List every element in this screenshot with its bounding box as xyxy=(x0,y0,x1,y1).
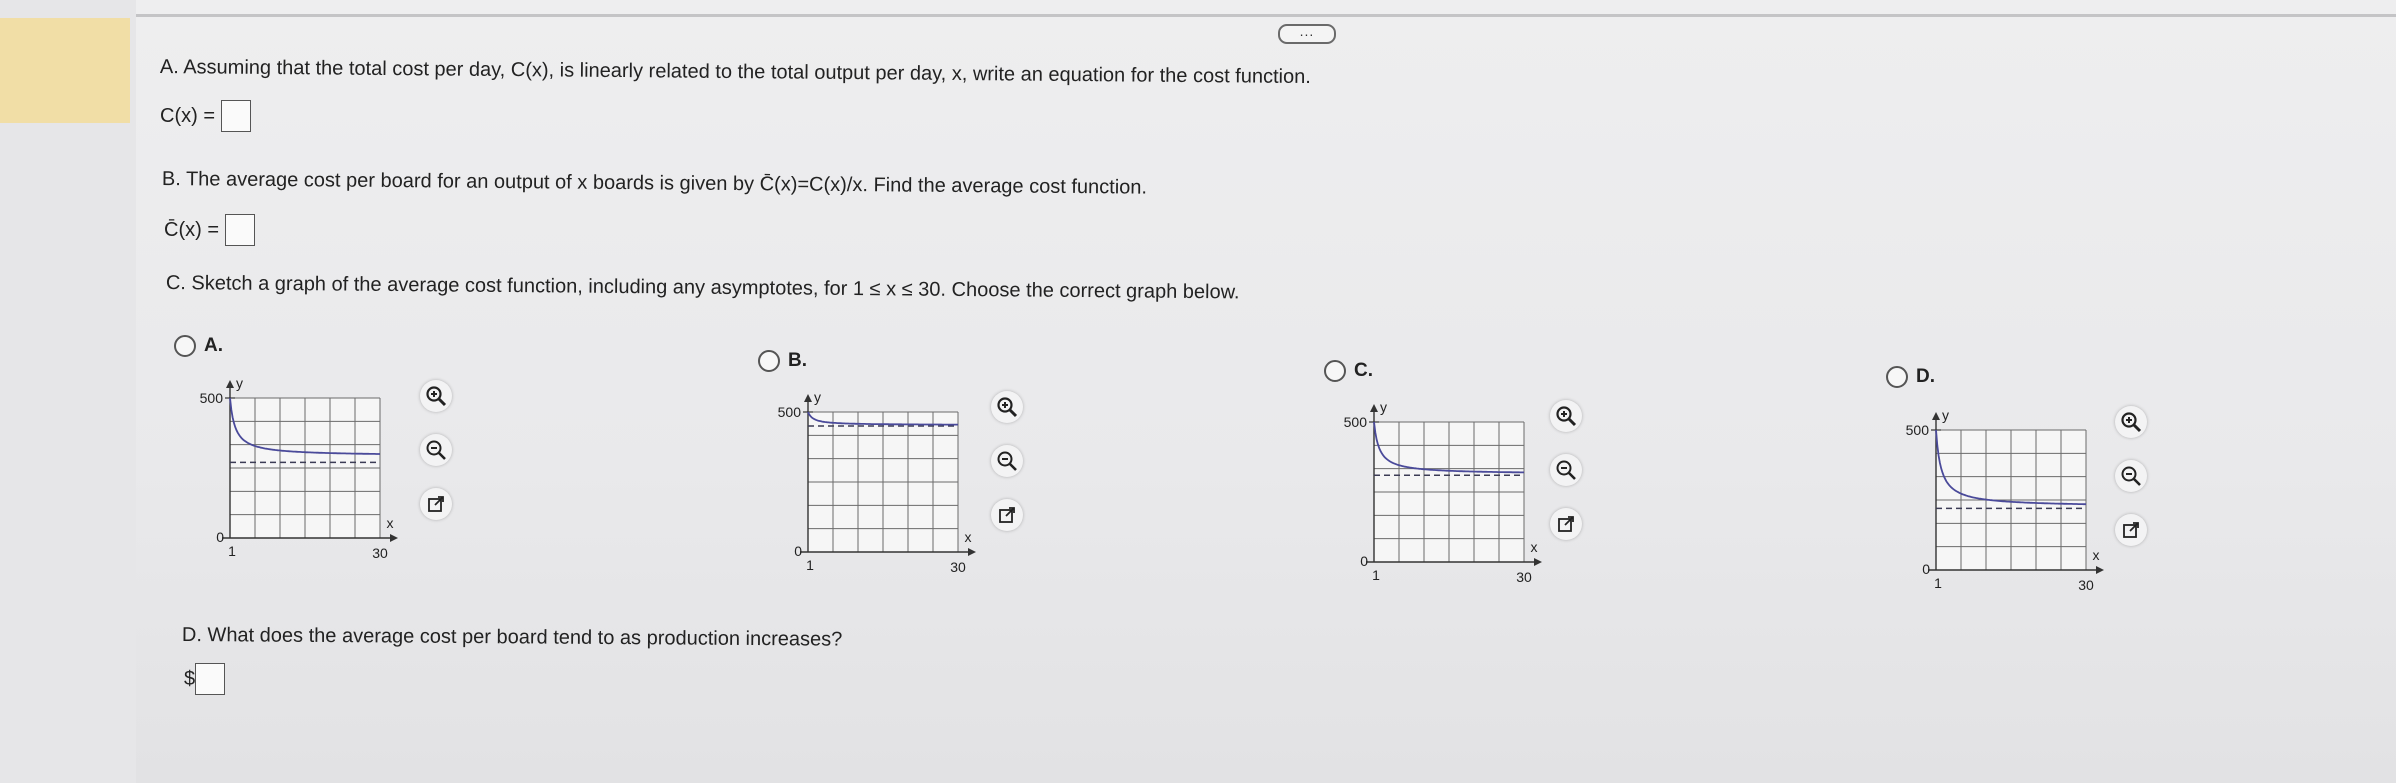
part-a-question: A. Assuming that the total cost per day, C(x), is linearly related to the total output per day, x, write an equation for the cost function. xyxy=(159,56,1311,89)
y-tick-label-max: 500 xyxy=(199,390,223,406)
y-axis-arrow xyxy=(226,380,234,388)
open-new-window-button[interactable] xyxy=(1550,508,1582,540)
y-tick-label-zero: 0 xyxy=(216,529,224,545)
option-c[interactable] xyxy=(1324,360,1373,382)
y-tick-label-max: 500 xyxy=(777,404,801,420)
x-tick-label-min: 1 xyxy=(228,543,236,559)
x-tick-label-min: 1 xyxy=(1934,575,1942,591)
x-axis-arrow xyxy=(2096,566,2104,574)
x-axis-label: x xyxy=(386,515,394,531)
option-a-radio[interactable] xyxy=(174,335,196,357)
part-a-answer-input[interactable] xyxy=(221,100,251,132)
option-c-radio[interactable] xyxy=(1324,360,1346,382)
graph-option-c xyxy=(1322,392,1562,607)
graph-option-d xyxy=(1884,400,2124,615)
y-axis-arrow xyxy=(804,394,812,402)
x-tick-label-max: 30 xyxy=(372,545,388,561)
option-c-label: C. xyxy=(1354,360,1373,381)
zoom-out-button[interactable] xyxy=(991,445,1023,477)
part-b-answer-label: C̄(x) = xyxy=(164,218,219,241)
zoom-in-button[interactable] xyxy=(420,380,452,412)
option-a[interactable] xyxy=(174,335,223,357)
option-b-radio[interactable] xyxy=(758,350,780,372)
open-new-window-icon xyxy=(426,494,446,514)
zoom-in-icon xyxy=(425,385,447,407)
y-axis-label: y xyxy=(814,389,821,405)
y-axis-arrow xyxy=(1932,412,1940,420)
y-tick-label-max: 500 xyxy=(1905,422,1929,438)
y-tick-label-zero: 0 xyxy=(1360,553,1368,569)
part-d-answer-row xyxy=(184,663,225,695)
x-axis-label: x xyxy=(964,529,972,545)
zoom-out-icon xyxy=(1555,459,1577,481)
x-axis-label: x xyxy=(1530,539,1538,555)
more-options-button[interactable]: ... xyxy=(1278,24,1336,44)
open-new-window-button[interactable] xyxy=(2115,514,2147,546)
part-c-question: C. Sketch a graph of the average cost function, including any asymptotes, for 1 ≤ x ≤ 30. Choose the correct graph below. xyxy=(165,272,1240,304)
question-highlight-marker xyxy=(0,18,130,123)
zoom-out-button[interactable] xyxy=(2115,460,2147,492)
zoom-out-button[interactable] xyxy=(1550,454,1582,486)
x-axis-arrow xyxy=(390,534,398,542)
top-divider xyxy=(136,14,2396,17)
zoom-in-button[interactable] xyxy=(991,391,1023,423)
open-new-window-icon xyxy=(997,505,1017,525)
option-d-radio[interactable] xyxy=(1886,366,1908,388)
option-b-label: B. xyxy=(788,350,807,371)
y-axis-arrow xyxy=(1370,404,1378,412)
zoom-in-icon xyxy=(996,396,1018,418)
zoom-out-button[interactable] xyxy=(420,434,452,466)
x-tick-label-max: 30 xyxy=(950,559,966,575)
part-d-answer-input[interactable] xyxy=(195,663,225,695)
part-b-answer-input[interactable] xyxy=(225,214,255,246)
tools-option-b xyxy=(991,391,1023,531)
x-tick-label-max: 30 xyxy=(1516,569,1532,585)
graph-option-a xyxy=(178,368,418,583)
y-axis-label: y xyxy=(1942,407,1949,423)
part-b-question: B. The average cost per board for an output of x boards is given by C̄(x)=C(x)/x. Find the average cost function. xyxy=(161,168,1148,199)
option-b[interactable] xyxy=(758,350,807,372)
tools-option-c xyxy=(1550,400,1582,540)
zoom-out-icon xyxy=(425,439,447,461)
option-d-label: D. xyxy=(1916,366,1935,387)
open-new-window-button[interactable] xyxy=(420,488,452,520)
y-tick-label-zero: 0 xyxy=(794,543,802,559)
tools-option-d xyxy=(2115,406,2147,546)
open-new-window-icon xyxy=(1556,514,1576,534)
part-d-question: D. What does the average cost per board tend to as production increases? xyxy=(181,624,843,651)
x-axis-label: x xyxy=(2092,547,2100,563)
graph-option-b xyxy=(756,382,996,597)
y-tick-label-max: 500 xyxy=(1343,414,1367,430)
x-tick-label-min: 1 xyxy=(1372,567,1380,583)
option-a-label: A. xyxy=(204,335,223,356)
part-b-answer-row xyxy=(164,214,255,246)
part-a-answer-label: C(x) = xyxy=(160,104,215,127)
part-a-answer-row xyxy=(160,100,251,132)
x-tick-label-max: 30 xyxy=(2078,577,2094,593)
y-axis-label: y xyxy=(1380,399,1387,415)
part-d-answer-prefix: $ xyxy=(184,667,196,690)
zoom-in-icon xyxy=(1555,405,1577,427)
y-axis-label: y xyxy=(236,375,243,391)
zoom-in-icon xyxy=(2120,411,2142,433)
open-new-window-button[interactable] xyxy=(991,499,1023,531)
zoom-out-icon xyxy=(996,450,1018,472)
zoom-in-button[interactable] xyxy=(1550,400,1582,432)
y-tick-label-zero: 0 xyxy=(1922,561,1930,577)
x-tick-label-min: 1 xyxy=(806,557,814,573)
zoom-in-button[interactable] xyxy=(2115,406,2147,438)
open-new-window-icon xyxy=(2121,520,2141,540)
option-d[interactable] xyxy=(1886,366,1935,388)
x-axis-arrow xyxy=(1534,558,1542,566)
zoom-out-icon xyxy=(2120,465,2142,487)
x-axis-arrow xyxy=(968,548,976,556)
tools-option-a xyxy=(420,380,452,520)
